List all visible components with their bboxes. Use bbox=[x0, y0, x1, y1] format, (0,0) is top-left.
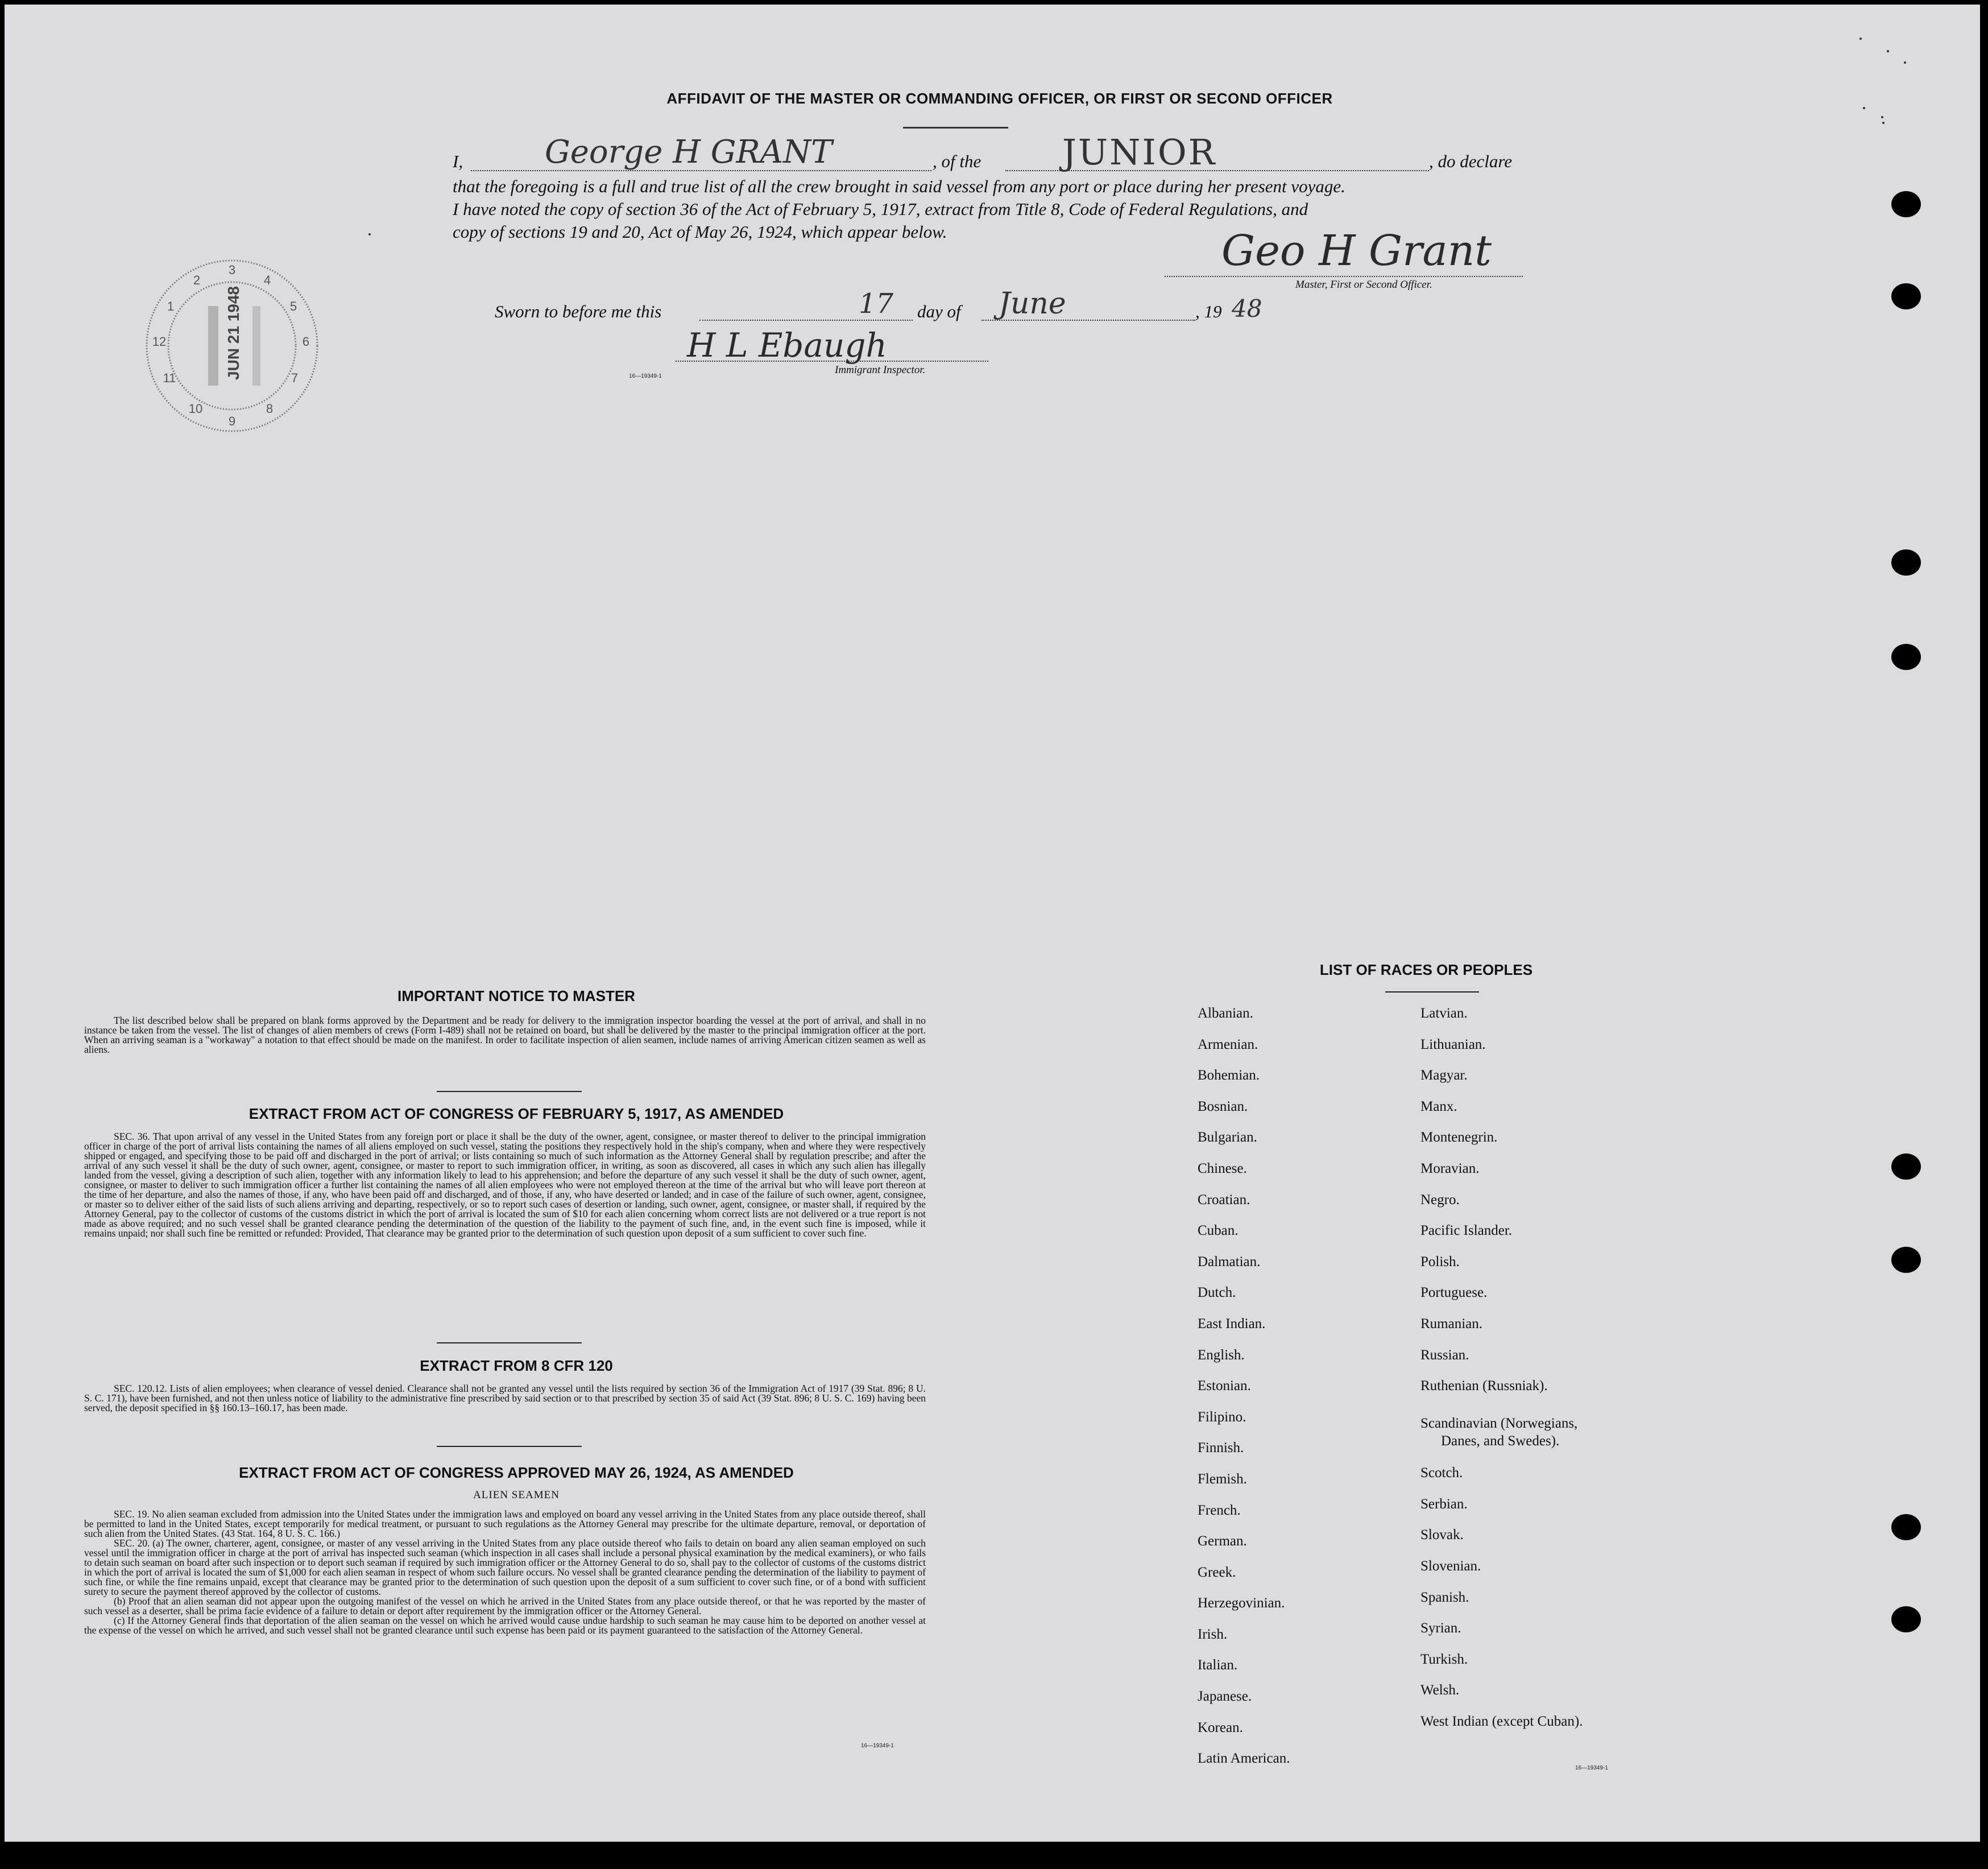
master-signature-caption: Master, First or Second Officer. bbox=[1295, 279, 1432, 291]
svg-text:8: 8 bbox=[266, 402, 274, 416]
races-title: LIST OF RACES OR PEOPLES bbox=[1319, 961, 1533, 978]
svg-text:12: 12 bbox=[152, 334, 167, 349]
races-right-column bbox=[1420, 1006, 1583, 1744]
alien-seamen-subtitle: ALIEN SEAMEN bbox=[473, 1489, 560, 1501]
i-label: I, bbox=[453, 151, 463, 171]
affidavit-line-3: I have noted the copy of section 36 of the Act of February 5, 1917, extract from Title 8, Code of Federal Regulations, and bbox=[453, 199, 1308, 219]
inspector-caption: Immigrant Inspector. bbox=[835, 364, 926, 376]
divider-1 bbox=[437, 1091, 582, 1092]
race-item: Polish. bbox=[1420, 1254, 1460, 1270]
form-number-notice: 16—19349-1 bbox=[861, 1743, 894, 1749]
sec-20c-text: (c) If the Attorney General finds that deportation of the alien seaman on the vessel on which he arrived would cause undue hardship to such seaman he may cause him to be deported on another vessel at the expense of the vessel on which he arrived, and such vessel shall not be granted clearance until such expense has been paid or its payment guaranteed to the satisfaction of the Attorney General. bbox=[84, 1615, 926, 1636]
race-item: Serbian. bbox=[1420, 1496, 1468, 1512]
race-item: Spanish. bbox=[1420, 1589, 1469, 1605]
race-item: Syrian. bbox=[1420, 1620, 1461, 1636]
sec-20a-text: SEC. 20. (a) The owner, charterer, agent, consignee, or master of any vessel arriving in the United States from any place outside thereof who fails to detain on board any alien seaman employed on such vessel until the immigration officer in charge at the port of arrival has inspected such seaman (which inspection in all cases shall include a personal physical examination by the medical examiners), or who fails to detain such seaman on board after such inspection or to deport such seaman if required by such immigration officer or the Attorney General to do so, shall pay to the collector of customs of the customs district in which the port of arrival is located the sum of $1,000 for each alien seaman in respect of whom such failure occurs. No vessel shall be granted clearance pending the determination of the liability to payment of such fine, or while the fine remains unpaid, except that clearance may be granted prior to the determination of such question upon the deposit of a sum sufficient to cover such fine, or of a bond with sufficient surety to secure the payment thereof approved by the collector of customs. bbox=[84, 1537, 926, 1597]
race-item: Manx. bbox=[1420, 1098, 1457, 1114]
form-number-top: 16—19349-1 bbox=[629, 373, 662, 379]
race-item: Croatian. bbox=[1198, 1192, 1250, 1208]
stamp-date: JUN 21 1948 bbox=[225, 286, 242, 380]
punch-hole bbox=[1891, 644, 1921, 670]
race-item: Armenian. bbox=[1198, 1036, 1258, 1052]
race-item: Lithuanian. bbox=[1420, 1036, 1486, 1052]
sworn-day-field bbox=[699, 288, 913, 321]
date-stamp-seal bbox=[141, 255, 323, 437]
punch-hole bbox=[1891, 1514, 1921, 1540]
race-item: Herzegovinian. bbox=[1198, 1595, 1285, 1611]
vessel-name-field bbox=[1005, 131, 1429, 173]
year-prefix: , 19 bbox=[1195, 301, 1222, 321]
race-item: Italian. bbox=[1198, 1657, 1238, 1673]
inspector-signature: H L Ebaugh bbox=[687, 326, 887, 365]
race-item: Slovenian. bbox=[1420, 1558, 1481, 1574]
race-item: Bohemian. bbox=[1198, 1068, 1260, 1084]
sec-19-text: SEC. 19. No alien seaman excluded from admission into the United States under the immigration laws and employed on board any vessel arriving in the United States from any place outside thereof, shall be permitted to land in the United States, except temporarily for medical treatment, or pursuant to such regulations as the Attorney General may prescribe for the ultimate departure, removal, or deportation of such alien from the United States. (43 Stat. 164, 8 U. S. C. 166.) bbox=[84, 1508, 926, 1539]
speck bbox=[1881, 116, 1883, 118]
race-item: Negro. bbox=[1420, 1192, 1460, 1208]
sworn-day: 17 bbox=[859, 288, 894, 320]
punch-hole bbox=[1891, 283, 1921, 309]
race-item: English. bbox=[1198, 1347, 1245, 1363]
race-item: Welsh. bbox=[1420, 1682, 1460, 1698]
race-item: Albanian. bbox=[1198, 1006, 1253, 1021]
race-item: Slovak. bbox=[1420, 1527, 1464, 1543]
do-declare-label: , do declare bbox=[1429, 151, 1513, 171]
extract-1917-text: SEC. 36. That upon arrival of any vessel in the United States from any foreign port or place it shall be the duty of the owner, agent, consignee, or master thereof to deliver to the principal immigration officer in charge of the port of arrival lists containing the names of all aliens employed on such vessel, stating the positions they respectively hold in the ship's company, when and where they were respectively shipped or engaged, and specifying those to be paid off and discharged in the port of arrival; or lists containing so much of such information as the Attorney General shall by regulation prescribe; and after the arrival of any such vessel it shall be the duty of such owner, agent, consignee, or master to report to such immigration officer, in writing, as soon as discovered, all cases in which any such alien has illegally landed from the vessel, giving a description of such alien, together with any information likely to lead to his apprehension; and before the departure of any such vessel it shall be the duty of such owner, agent, consignee, or master to deliver to such immigration officer a further list containing the names of all alien employees who were not employed thereon at the time of the arrival but who will leave port thereon at the time of her departure, and also the names of those, if any, who have been paid off and discharged, and of those, if any, who have deserted or landed; and in case of the failure of such owner, agent, consignee, or master so to deliver either of the said lists of such aliens arriving and departing, respectively, or so to report such cases of desertion or landing, such owner, agent, consignee, or master shall, if required by the Attorney General, pay to the collector of customs of the customs district in which the port of arrival is located the sum of $10 for each alien concerning whom correct lists are not delivered or a true report is not made as above required; and no such vessel shall be granted clearance pending the determination of the question of the liability to the payment of such fine, and, in the event such fine is imposed, while it remains unpaid; nor shall such fine be remitted or refunded: Provided, That clearance may be granted prior to the determination of such question upon deposit of a sum sufficient to cover such fine. bbox=[84, 1131, 926, 1239]
race-item: Japanese. bbox=[1198, 1689, 1252, 1705]
inspector-signature-line bbox=[676, 359, 988, 362]
race-item: Danes, and Swedes). bbox=[1441, 1433, 1560, 1449]
race-item: Moravian. bbox=[1420, 1160, 1480, 1176]
race-item: Finnish. bbox=[1198, 1440, 1244, 1456]
svg-text:6: 6 bbox=[302, 334, 310, 349]
of-the-label: , of the bbox=[933, 151, 981, 171]
extract-1917-title: EXTRACT FROM ACT OF CONGRESS OF FEBRUARY 5, 1917, AS AMENDED bbox=[248, 1105, 784, 1122]
race-item: Magyar. bbox=[1420, 1068, 1468, 1084]
race-item: Dutch. bbox=[1198, 1285, 1236, 1301]
race-item: Portuguese. bbox=[1420, 1285, 1488, 1301]
svg-text:11: 11 bbox=[163, 371, 176, 385]
race-item: Bulgarian. bbox=[1198, 1130, 1257, 1146]
race-item: Pacific Islander. bbox=[1420, 1223, 1513, 1239]
punch-hole bbox=[1891, 1247, 1921, 1273]
race-item: Irish. bbox=[1198, 1626, 1228, 1642]
punch-hole bbox=[1891, 191, 1921, 217]
race-item: Bosnian. bbox=[1198, 1098, 1248, 1114]
extract-1924-body bbox=[84, 1510, 926, 1635]
races-title-rule bbox=[1385, 991, 1479, 993]
race-item: Flemish. bbox=[1198, 1471, 1247, 1487]
svg-text:9: 9 bbox=[228, 414, 236, 428]
form-number-races: 16—19349-1 bbox=[1575, 1765, 1608, 1771]
race-item: Korean. bbox=[1198, 1719, 1243, 1735]
race-item: Turkish. bbox=[1420, 1651, 1468, 1667]
race-item: Latvian. bbox=[1420, 1006, 1468, 1021]
svg-text:5: 5 bbox=[289, 299, 297, 313]
divider-3 bbox=[437, 1446, 582, 1447]
speck bbox=[1904, 61, 1906, 64]
svg-text:10: 10 bbox=[188, 402, 203, 416]
svg-text:4: 4 bbox=[263, 273, 271, 287]
notice-title: IMPORTANT NOTICE TO MASTER bbox=[397, 987, 635, 1004]
race-item: West Indian (except Cuban). bbox=[1420, 1713, 1583, 1729]
punch-hole bbox=[1891, 549, 1921, 576]
race-item: Estonian. bbox=[1198, 1378, 1251, 1394]
vessel-name: JUNIOR bbox=[1062, 131, 1217, 173]
svg-text:7: 7 bbox=[291, 371, 299, 385]
sworn-month: June bbox=[999, 287, 1066, 321]
race-item: East Indian. bbox=[1198, 1316, 1266, 1332]
svg-text:2: 2 bbox=[193, 273, 201, 287]
race-item: Greek. bbox=[1198, 1564, 1236, 1580]
speck bbox=[1863, 107, 1865, 109]
race-item: German. bbox=[1198, 1533, 1247, 1549]
sworn-month-field bbox=[981, 287, 1195, 321]
punch-hole bbox=[1891, 1153, 1921, 1180]
speck bbox=[368, 233, 371, 235]
master-signature: Geo H Grant bbox=[1221, 226, 1492, 275]
race-item: Rumanian. bbox=[1420, 1316, 1483, 1332]
races-left-column bbox=[1198, 1006, 1290, 1782]
affidavit-line-4: copy of sections 19 and 20, Act of May 26, 1924, which appear below. bbox=[453, 222, 947, 242]
officer-name-field bbox=[471, 134, 931, 171]
punch-hole bbox=[1891, 1606, 1921, 1632]
race-item: French. bbox=[1198, 1502, 1241, 1518]
year-suffix: 48 bbox=[1232, 295, 1262, 322]
officer-name: George H GRANT bbox=[545, 134, 833, 171]
svg-text:3: 3 bbox=[228, 263, 236, 277]
race-item: Scotch. bbox=[1420, 1465, 1463, 1481]
name-overline bbox=[903, 127, 1008, 129]
document-page bbox=[5, 5, 1980, 1842]
divider-2 bbox=[437, 1342, 582, 1343]
race-item: Chinese. bbox=[1198, 1160, 1247, 1176]
race-item: Filipino. bbox=[1198, 1409, 1246, 1425]
race-item: Russian. bbox=[1420, 1347, 1469, 1363]
race-item: Cuban. bbox=[1198, 1223, 1239, 1239]
race-item: Latin American. bbox=[1198, 1751, 1290, 1767]
speck bbox=[1859, 38, 1862, 40]
speck bbox=[1887, 50, 1889, 52]
svg-text:1: 1 bbox=[167, 299, 175, 313]
extract-1924-title: EXTRACT FROM ACT OF CONGRESS APPROVED MAY 26, 1924, AS AMENDED bbox=[239, 1464, 794, 1481]
speck bbox=[1882, 122, 1885, 124]
affidavit-title: AFFIDAVIT OF THE MASTER OR COMMANDING OFFICER, OR FIRST OR SECOND OFFICER bbox=[666, 90, 1333, 107]
race-item: Ruthenian (Russniak). bbox=[1420, 1378, 1548, 1394]
affidavit-line-2: that the foregoing is a full and true list of all the crew brought in said vessel from any port or place during her present voyage. bbox=[453, 176, 1345, 196]
race-item: Scandinavian (Norwegians, bbox=[1420, 1416, 1578, 1432]
sec-20b-text: (b) Proof that an alien seaman did not appear upon the outgoing manifest of the vessel on which he arrived in the United States from any place outside thereof, or that he was reported by the master of such vessel as a deserter, shall be prima facie evidence of a failure to detain or deport after requirement by the immigration officer or the Attorney General. bbox=[84, 1595, 926, 1616]
day-of-label: day of bbox=[917, 301, 961, 321]
extract-cfr-text: SEC. 120.12. Lists of alien employees; when clearance of vessel denied. Clearance shall not be granted any vessel until the lists required by section 36 of the Immigration Act of 1917 (39 Stat. 896; 8 U. S. C. 171), have been furnished, and not then unless notice of liability to the administrative fine prescribed by said section or to that prescribed by section 35 of said Act (39 Stat. 896; 8 U. S. C. 169) having been served, the deposit specified in §§ 160.13–160.17, has been made. bbox=[84, 1383, 926, 1413]
sworn-label: Sworn to before me this bbox=[495, 301, 662, 321]
notice-text: The list described below shall be prepared on blank forms approved by the Department and be ready for delivery to the immigration inspector boarding the vessel at the port of arrival, and shall in no instance be taken from the vessel. The list of changes of alien members of crews (Form I-489) shall not be retained on board, but shall be delivered by the master to the principal immigration officer at the port. When an arriving seaman is a "workaway" a notation to that effect should be made on the manifest. In order to facilitate inspection of alien seamen, include names of arriving American citizen seamen as well as aliens. bbox=[84, 1015, 926, 1055]
race-item: Montenegrin. bbox=[1420, 1130, 1498, 1146]
race-item: Dalmatian. bbox=[1198, 1254, 1261, 1270]
extract-cfr-title: EXTRACT FROM 8 CFR 120 bbox=[420, 1357, 613, 1374]
